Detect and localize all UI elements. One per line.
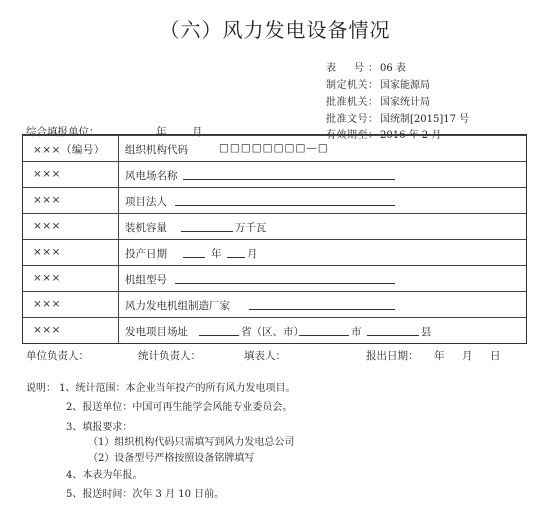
table-row <box>23 161 526 187</box>
site-county-label: 县 <box>421 326 432 338</box>
site-province-field[interactable] <box>199 324 239 336</box>
note-line: 2、报送单位：中国可再生能学会风能专业委员会。 <box>66 402 293 413</box>
unit-model-field[interactable] <box>175 272 395 284</box>
header-year-label: 年 <box>156 126 167 138</box>
row-label: 组织机构代码 <box>125 144 188 156</box>
note-line: 3、填报要求： <box>66 422 133 433</box>
note-line: （2）设备型号严格按照设备铭牌填写 <box>88 453 255 464</box>
row-label: 发电项目场址 <box>125 326 188 338</box>
note-line: （1）组织机构代码只需填写到风力发电总公司 <box>88 437 295 448</box>
report-year-label: 年 <box>434 350 445 362</box>
table-row <box>23 317 526 344</box>
note-line: 4、本表为年报。 <box>66 470 143 481</box>
row-code: ××× <box>33 246 61 258</box>
row-code: ××× <box>33 194 61 206</box>
row-code: ××× <box>33 168 61 180</box>
header-month-label: 月 <box>192 126 203 138</box>
site-county-field[interactable] <box>367 324 419 336</box>
project-legal-person-field[interactable] <box>175 194 395 206</box>
commission-year-label: 年 <box>211 248 222 260</box>
site-city-field[interactable] <box>299 324 349 336</box>
note-line: 说明： 1、统计范围：本企业当年投产的所有风力发电项目。 <box>26 383 296 394</box>
row-code: ××× <box>33 298 61 310</box>
meta-approving-authority: 批准机关： 国家统计局 <box>326 97 430 108</box>
equipment-form-table <box>22 134 527 344</box>
unit-head-label: 单位负责人： <box>26 350 89 362</box>
row-label: 风力发电机组制造厂家 <box>125 300 230 312</box>
installed-capacity-field[interactable] <box>181 220 233 232</box>
row-label: 项目法人 <box>125 196 167 208</box>
wind-farm-name-field[interactable] <box>183 168 395 180</box>
capacity-unit-label: 万千瓦 <box>235 222 267 234</box>
commission-month-label: 月 <box>247 248 258 260</box>
row-code: ××× <box>33 324 61 336</box>
site-city-label: 市 <box>351 326 362 338</box>
report-date-label: 报出日期： <box>366 350 419 362</box>
commission-month-field[interactable] <box>227 246 245 258</box>
table-row <box>23 135 526 161</box>
filler-label: 填表人： <box>244 350 286 362</box>
report-day-label: 日 <box>490 350 501 362</box>
table-row <box>23 291 526 317</box>
table-row <box>23 187 526 213</box>
note-line: 5、报送时间：次年 3 月 10 日前。 <box>66 489 225 500</box>
report-month-label: 月 <box>462 350 473 362</box>
row-label: 风电场名称 <box>125 170 178 182</box>
row-label: 机组型号 <box>125 274 167 286</box>
table-row <box>23 265 526 291</box>
table-row <box>23 213 526 239</box>
reporting-unit-label: 综合填报单位： <box>26 126 100 138</box>
site-province-label: 省（区、市） <box>241 326 304 338</box>
manufacturer-field[interactable] <box>249 298 395 310</box>
table-row <box>23 239 526 265</box>
row-code: ××× <box>33 272 61 284</box>
meta-approval-number: 批准文号： 国统制[2015]17 号 <box>326 114 470 125</box>
page-title: （六）风力发电设备情况 <box>159 18 391 42</box>
org-code-boxes[interactable]: □□□□□□□□—□ <box>219 142 329 154</box>
commission-year-field[interactable] <box>183 246 205 258</box>
row-code: ×××（编号） <box>33 144 105 156</box>
stat-head-label: 统计负责人： <box>138 350 201 362</box>
meta-issuing-authority: 制定机关： 国家能源局 <box>326 80 430 91</box>
meta-table-number: 表 号： 06 表 <box>326 63 406 74</box>
row-code: ××× <box>33 220 61 232</box>
row-label: 投产日期 <box>125 248 167 260</box>
row-label: 装机容量 <box>125 222 167 234</box>
meta-valid-until: 有效期至： 2016 年 2 月 <box>326 130 442 141</box>
